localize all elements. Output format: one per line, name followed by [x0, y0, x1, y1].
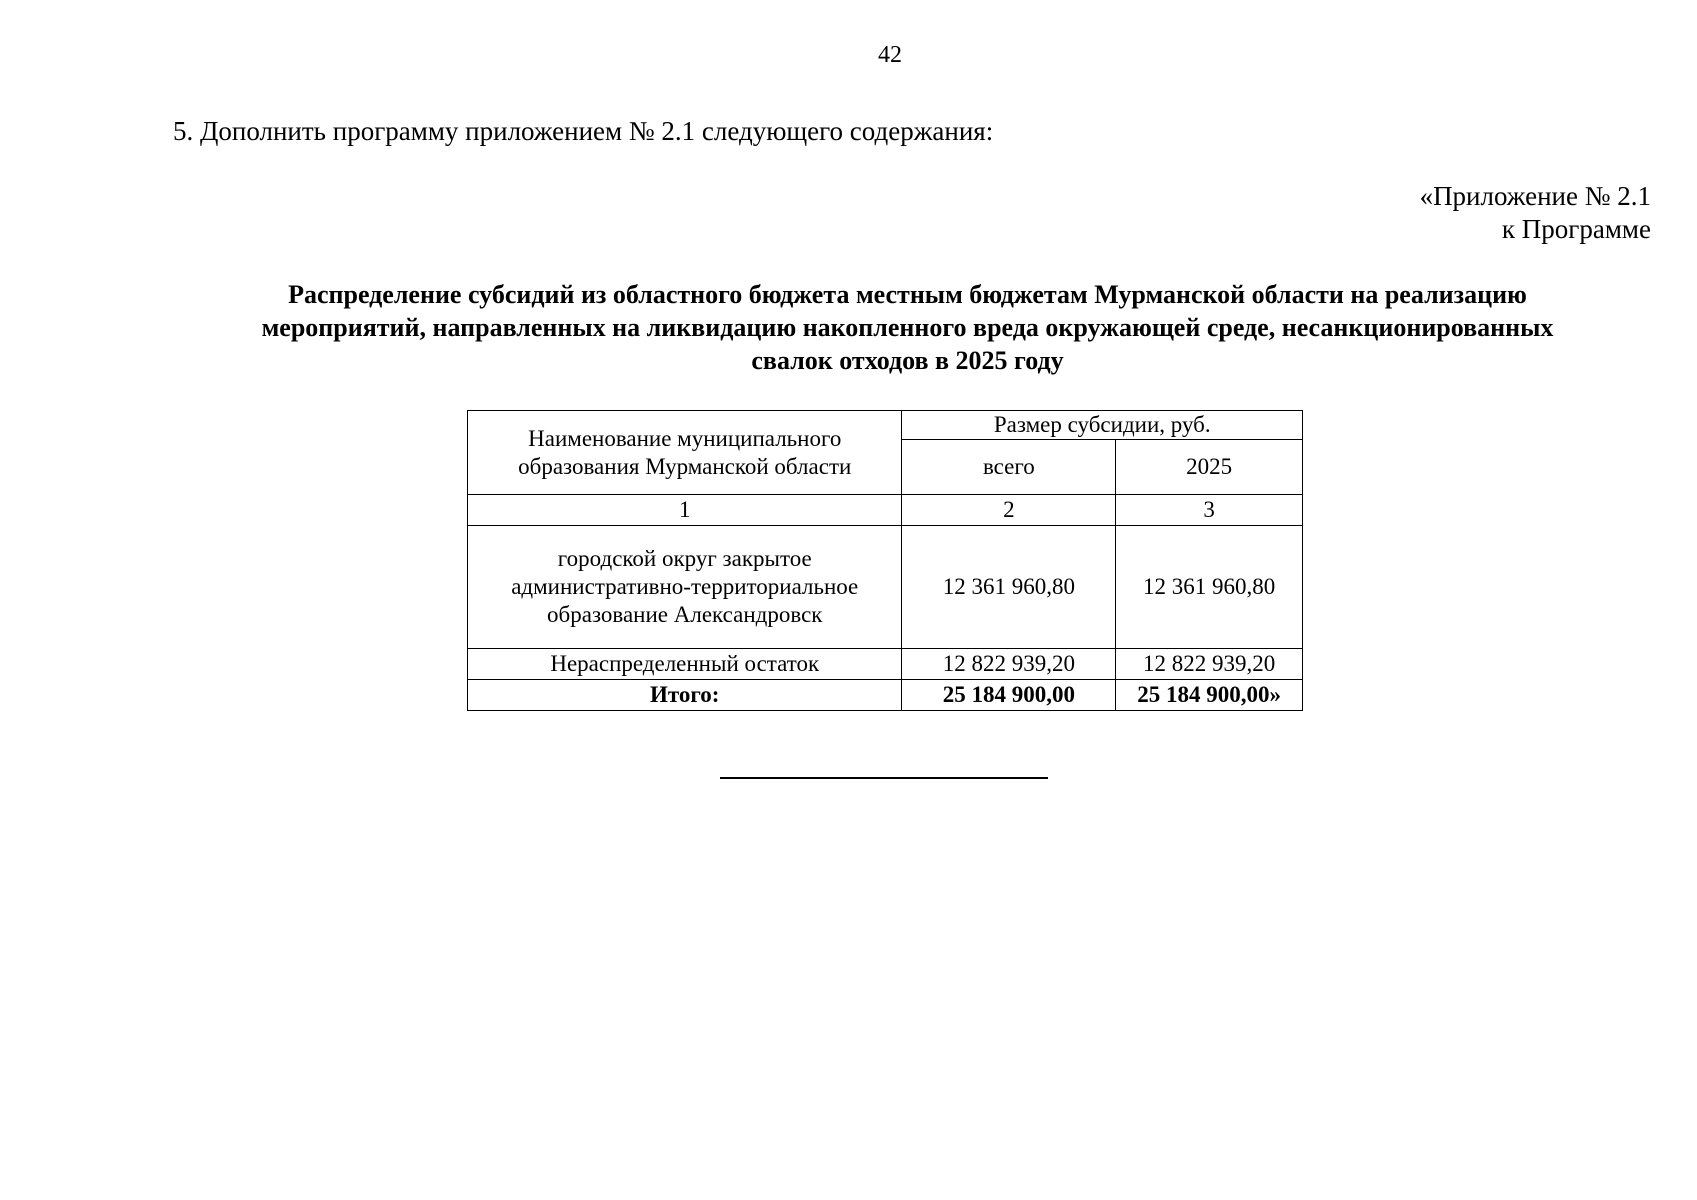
document-title-line1: Распределение субсидий из областного бюджета местным бюджетам Мурманской области на реализацию	[288, 280, 1527, 309]
table-row	[468, 649, 1303, 680]
header-municipality-line1: Наименование муниципального	[528, 425, 842, 451]
subsidy-total: 12 361 960,80	[902, 526, 1116, 649]
column-number: 1	[468, 495, 902, 526]
municipality-name	[468, 526, 902, 649]
grand-total-value: 25 184 900,00	[902, 680, 1116, 711]
appendix-reference-line2: к Программе	[1501, 214, 1651, 244]
header-subsidy-size: Размер субсидии, руб.	[902, 411, 1303, 440]
header-total: всего	[902, 440, 1116, 495]
closing-rule	[720, 777, 1048, 779]
column-number-row	[468, 495, 1303, 526]
municipality-name-line2: административно-территориальное	[511, 574, 859, 599]
column-number: 2	[902, 495, 1116, 526]
document-title-line3: свалок отходов в 2025 году	[751, 346, 1064, 375]
column-number: 3	[1116, 495, 1303, 526]
appendix-reference	[1420, 180, 1651, 246]
grand-total-year: 25 184 900,00»	[1116, 680, 1303, 711]
header-municipality	[468, 411, 902, 495]
table-row	[468, 526, 1303, 649]
table-header-row	[468, 411, 1303, 440]
municipality-name-line1: городской округ закрытое	[557, 546, 812, 571]
page-number: 42	[878, 42, 902, 68]
document-title-line2: мероприятий, направленных на ликвидацию накопленного вреда окружающей среде, несанкционированных	[261, 313, 1554, 342]
header-year: 2025	[1116, 440, 1303, 495]
grand-total-row	[468, 680, 1303, 711]
unallocated-balance-label: Нераспределенный остаток	[468, 649, 902, 680]
appendix-reference-line1: «Приложение № 2.1	[1419, 181, 1651, 211]
subsidy-year: 12 361 960,80	[1116, 526, 1303, 649]
grand-total-label: Итого:	[468, 680, 902, 711]
subsidy-year: 12 822 939,20	[1116, 649, 1303, 680]
document-title	[180, 278, 1635, 377]
municipality-name-line3: образование Александровск	[547, 602, 823, 627]
intro-paragraph: 5. Дополнить программу приложением № 2.1 следующего содержания:	[173, 116, 994, 146]
subsidy-total: 12 822 939,20	[902, 649, 1116, 680]
subsidy-distribution-table	[467, 410, 1303, 711]
header-municipality-line2: образования Мурманской области	[518, 453, 852, 479]
